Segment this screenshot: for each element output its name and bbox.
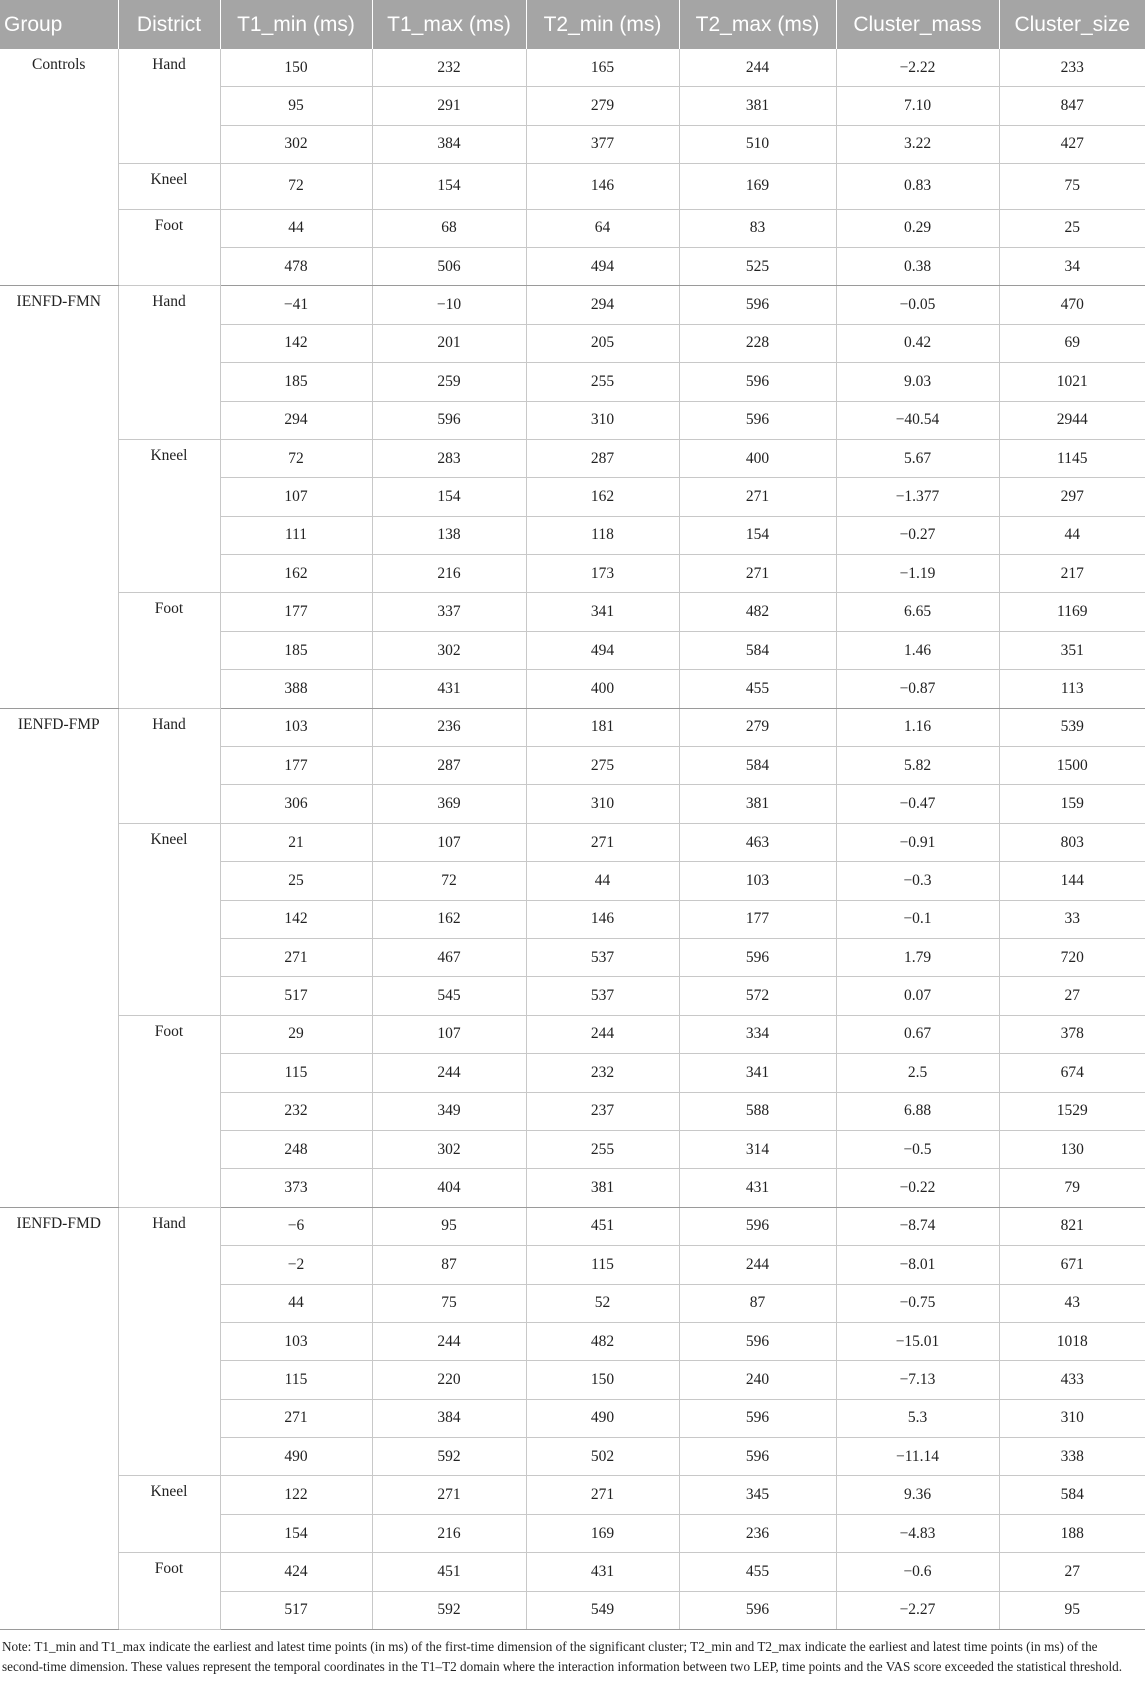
t1-min-cell: 177 <box>220 747 372 785</box>
t2-max-cell: 271 <box>679 555 836 593</box>
t2-max-cell: 596 <box>679 286 836 324</box>
t1-min-cell: −2 <box>220 1246 372 1284</box>
cluster-mass-cell: 9.36 <box>836 1476 999 1514</box>
cluster-mass-cell: 0.83 <box>836 164 999 209</box>
t2-max-cell: 341 <box>679 1054 836 1092</box>
cluster-mass-cell: 0.07 <box>836 977 999 1015</box>
header-cluster-mass: Cluster_mass <box>836 0 999 49</box>
cluster-mass-cell: −7.13 <box>836 1361 999 1399</box>
t2-min-cell: 271 <box>526 823 679 861</box>
cluster-size-cell: 378 <box>999 1015 1145 1053</box>
t2-min-cell: 237 <box>526 1092 679 1130</box>
t2-max-cell: 314 <box>679 1130 836 1168</box>
cluster-size-cell: 1018 <box>999 1322 1145 1360</box>
t2-min-cell: 169 <box>526 1514 679 1552</box>
cluster-mass-cell: −4.83 <box>836 1514 999 1552</box>
group-cell: IENFD-FMP <box>0 708 118 1207</box>
t2-min-cell: 341 <box>526 593 679 631</box>
t2-max-cell: 584 <box>679 747 836 785</box>
t1-min-cell: 388 <box>220 670 372 708</box>
header-t1-min: T1_min (ms) <box>220 0 372 49</box>
t2-max-cell: 596 <box>679 1207 836 1245</box>
table-row <box>0 164 1145 209</box>
t2-min-cell: 52 <box>526 1284 679 1322</box>
cluster-size-cell: 188 <box>999 1514 1145 1552</box>
district-cell: Kneel <box>118 1476 220 1553</box>
t2-max-cell: 596 <box>679 1591 836 1629</box>
cluster-size-cell: 217 <box>999 555 1145 593</box>
cluster-size-cell: 159 <box>999 785 1145 823</box>
t2-min-cell: 173 <box>526 555 679 593</box>
district-cell: Foot <box>118 209 220 286</box>
t1-max-cell: 302 <box>372 1130 526 1168</box>
t1-min-cell: 232 <box>220 1092 372 1130</box>
t1-max-cell: 451 <box>372 1553 526 1591</box>
t1-min-cell: 150 <box>220 49 372 87</box>
t2-max-cell: 381 <box>679 785 836 823</box>
t1-min-cell: 248 <box>220 1130 372 1168</box>
t2-max-cell: 596 <box>679 1438 836 1476</box>
cluster-mass-cell: 7.10 <box>836 87 999 125</box>
t1-max-cell: 404 <box>372 1169 526 1207</box>
group-cell: Controls <box>0 49 118 286</box>
t1-min-cell: 271 <box>220 1399 372 1437</box>
t1-max-cell: 271 <box>372 1476 526 1514</box>
t2-min-cell: 244 <box>526 1015 679 1053</box>
t1-min-cell: 517 <box>220 1591 372 1629</box>
cluster-mass-cell: −0.3 <box>836 862 999 900</box>
t2-min-cell: 451 <box>526 1207 679 1245</box>
t2-min-cell: 165 <box>526 49 679 87</box>
cluster-size-cell: 79 <box>999 1169 1145 1207</box>
cluster-size-cell: 1529 <box>999 1092 1145 1130</box>
t1-min-cell: 29 <box>220 1015 372 1053</box>
t1-max-cell: 216 <box>372 1514 526 1552</box>
t2-min-cell: 64 <box>526 209 679 247</box>
cluster-mass-cell: 1.16 <box>836 708 999 746</box>
t1-min-cell: 103 <box>220 708 372 746</box>
t1-min-cell: 294 <box>220 401 372 439</box>
cluster-mass-cell: 0.29 <box>836 209 999 247</box>
table-row <box>0 1015 1145 1053</box>
cluster-mass-cell: −2.27 <box>836 1591 999 1629</box>
t2-max-cell: 381 <box>679 87 836 125</box>
t1-max-cell: 201 <box>372 324 526 362</box>
t1-min-cell: −41 <box>220 286 372 324</box>
t2-max-cell: 596 <box>679 401 836 439</box>
t1-min-cell: 142 <box>220 324 372 362</box>
t2-max-cell: 455 <box>679 670 836 708</box>
t2-min-cell: 537 <box>526 938 679 976</box>
t1-max-cell: 107 <box>372 1015 526 1053</box>
t1-max-cell: 592 <box>372 1438 526 1476</box>
t1-max-cell: 337 <box>372 593 526 631</box>
t1-min-cell: 44 <box>220 209 372 247</box>
t1-min-cell: 95 <box>220 87 372 125</box>
t2-min-cell: 490 <box>526 1399 679 1437</box>
cluster-size-cell: 43 <box>999 1284 1145 1322</box>
district-cell: Hand <box>118 286 220 440</box>
t1-max-cell: 162 <box>372 900 526 938</box>
t2-max-cell: 345 <box>679 1476 836 1514</box>
t1-max-cell: 154 <box>372 164 526 209</box>
cluster-mass-cell: −8.74 <box>836 1207 999 1245</box>
cluster-size-cell: 470 <box>999 286 1145 324</box>
cluster-size-cell: 310 <box>999 1399 1145 1437</box>
t1-min-cell: 373 <box>220 1169 372 1207</box>
t2-min-cell: 232 <box>526 1054 679 1092</box>
t2-min-cell: 482 <box>526 1322 679 1360</box>
t2-max-cell: 240 <box>679 1361 836 1399</box>
t1-min-cell: 72 <box>220 439 372 477</box>
cluster-mass-cell: −0.75 <box>836 1284 999 1322</box>
t1-max-cell: 384 <box>372 1399 526 1437</box>
district-cell: Foot <box>118 1015 220 1207</box>
t1-max-cell: 592 <box>372 1591 526 1629</box>
cluster-mass-cell: −0.47 <box>836 785 999 823</box>
t2-max-cell: 279 <box>679 708 836 746</box>
cluster-size-cell: 847 <box>999 87 1145 125</box>
t1-max-cell: 283 <box>372 439 526 477</box>
cluster-mass-cell: 6.65 <box>836 593 999 631</box>
cluster-mass-cell: 5.3 <box>836 1399 999 1437</box>
t2-min-cell: 275 <box>526 747 679 785</box>
cluster-mass-cell: −0.05 <box>836 286 999 324</box>
t1-max-cell: 236 <box>372 708 526 746</box>
cluster-size-cell: 539 <box>999 708 1145 746</box>
t1-min-cell: 162 <box>220 555 372 593</box>
district-cell: Hand <box>118 49 220 164</box>
t2-min-cell: 400 <box>526 670 679 708</box>
cluster-size-cell: 33 <box>999 900 1145 938</box>
t1-max-cell: 259 <box>372 363 526 401</box>
cluster-mass-cell: −0.6 <box>836 1553 999 1591</box>
t2-min-cell: 44 <box>526 862 679 900</box>
header-cluster-size: Cluster_size <box>999 0 1145 49</box>
table-body <box>0 49 1145 1630</box>
cluster-mass-cell: 1.79 <box>836 938 999 976</box>
t2-max-cell: 463 <box>679 823 836 861</box>
t2-min-cell: 118 <box>526 516 679 554</box>
t1-max-cell: 68 <box>372 209 526 247</box>
t2-min-cell: 310 <box>526 401 679 439</box>
cluster-mass-cell: −0.87 <box>836 670 999 708</box>
cluster-size-cell: 69 <box>999 324 1145 362</box>
t1-max-cell: 431 <box>372 670 526 708</box>
t1-max-cell: 220 <box>372 1361 526 1399</box>
cluster-mass-cell: 5.82 <box>836 747 999 785</box>
header-row <box>0 0 1145 49</box>
t1-min-cell: 103 <box>220 1322 372 1360</box>
t1-max-cell: 302 <box>372 631 526 669</box>
t1-max-cell: 369 <box>372 785 526 823</box>
t1-min-cell: 185 <box>220 363 372 401</box>
t1-max-cell: 545 <box>372 977 526 1015</box>
cluster-size-cell: 95 <box>999 1591 1145 1629</box>
cluster-size-cell: 27 <box>999 1553 1145 1591</box>
cluster-mass-cell: −15.01 <box>836 1322 999 1360</box>
t2-min-cell: 271 <box>526 1476 679 1514</box>
cluster-size-cell: 351 <box>999 631 1145 669</box>
t1-max-cell: 349 <box>372 1092 526 1130</box>
district-cell: Kneel <box>118 823 220 1015</box>
district-cell: Hand <box>118 1207 220 1476</box>
t1-max-cell: 107 <box>372 823 526 861</box>
t1-min-cell: 177 <box>220 593 372 631</box>
t2-min-cell: 431 <box>526 1553 679 1591</box>
t2-min-cell: 310 <box>526 785 679 823</box>
cluster-size-cell: 584 <box>999 1476 1145 1514</box>
t1-max-cell: 244 <box>372 1322 526 1360</box>
table-note: Note: T1_min and T1_max indicate the earliest and latest time points (in ms) of the first-time dimension of the significant cluster; T2_min and T2_max indicate the earliest and latest time points (in ms) of the second-time dimension. These values represent the temporal coordinates in the T1–T2 domain where the interaction information between two LEP, time points and the VAS score exceeded the statistical threshold. <box>2 1639 1123 1675</box>
table-header <box>0 0 1145 49</box>
t2-max-cell: 596 <box>679 363 836 401</box>
cluster-mass-cell: 9.03 <box>836 363 999 401</box>
cluster-size-cell: 1169 <box>999 593 1145 631</box>
cluster-size-cell: 1500 <box>999 747 1145 785</box>
t1-max-cell: 154 <box>372 478 526 516</box>
t2-max-cell: 236 <box>679 1514 836 1552</box>
t2-min-cell: 255 <box>526 1130 679 1168</box>
t2-min-cell: 287 <box>526 439 679 477</box>
t2-min-cell: 205 <box>526 324 679 362</box>
t2-max-cell: 510 <box>679 125 836 163</box>
t2-min-cell: 294 <box>526 286 679 324</box>
cluster-mass-cell: 0.38 <box>836 247 999 285</box>
table-row <box>0 49 1145 87</box>
t1-min-cell: −6 <box>220 1207 372 1245</box>
t1-min-cell: 517 <box>220 977 372 1015</box>
t2-max-cell: 400 <box>679 439 836 477</box>
t2-max-cell: 154 <box>679 516 836 554</box>
cluster-size-cell: 34 <box>999 247 1145 285</box>
t1-min-cell: 306 <box>220 785 372 823</box>
t1-max-cell: 232 <box>372 49 526 87</box>
t2-max-cell: 83 <box>679 209 836 247</box>
t1-min-cell: 115 <box>220 1361 372 1399</box>
cluster-mass-cell: 5.67 <box>836 439 999 477</box>
cluster-mass-cell: −11.14 <box>836 1438 999 1476</box>
t2-min-cell: 162 <box>526 478 679 516</box>
cluster-mass-cell: −1.19 <box>836 555 999 593</box>
cluster-mass-cell: −0.1 <box>836 900 999 938</box>
district-cell: Foot <box>118 593 220 708</box>
cluster-mass-cell: −2.22 <box>836 49 999 87</box>
t1-min-cell: 72 <box>220 164 372 209</box>
cluster-size-cell: 75 <box>999 164 1145 209</box>
table-row <box>0 1207 1145 1245</box>
cluster-mass-cell: 2.5 <box>836 1054 999 1092</box>
t1-max-cell: 244 <box>372 1054 526 1092</box>
t1-min-cell: 490 <box>220 1438 372 1476</box>
table-row <box>0 286 1145 324</box>
t2-min-cell: 279 <box>526 87 679 125</box>
cluster-size-cell: 44 <box>999 516 1145 554</box>
t1-min-cell: 302 <box>220 125 372 163</box>
t2-max-cell: 271 <box>679 478 836 516</box>
t2-min-cell: 381 <box>526 1169 679 1207</box>
cluster-size-cell: 433 <box>999 1361 1145 1399</box>
t1-min-cell: 111 <box>220 516 372 554</box>
t1-min-cell: 478 <box>220 247 372 285</box>
cluster-size-cell: 338 <box>999 1438 1145 1476</box>
t1-max-cell: 75 <box>372 1284 526 1322</box>
t1-max-cell: 596 <box>372 401 526 439</box>
cluster-size-cell: 1021 <box>999 363 1145 401</box>
t1-max-cell: 291 <box>372 87 526 125</box>
t2-min-cell: 146 <box>526 164 679 209</box>
t2-max-cell: 588 <box>679 1092 836 1130</box>
t2-max-cell: 103 <box>679 862 836 900</box>
t2-max-cell: 169 <box>679 164 836 209</box>
cluster-size-cell: 671 <box>999 1246 1145 1284</box>
district-cell: Kneel <box>118 439 220 593</box>
t2-max-cell: 596 <box>679 938 836 976</box>
t1-min-cell: 142 <box>220 900 372 938</box>
t2-max-cell: 482 <box>679 593 836 631</box>
t1-min-cell: 424 <box>220 1553 372 1591</box>
t1-min-cell: 107 <box>220 478 372 516</box>
t1-min-cell: 25 <box>220 862 372 900</box>
t2-min-cell: 537 <box>526 977 679 1015</box>
t2-max-cell: 228 <box>679 324 836 362</box>
t2-max-cell: 431 <box>679 1169 836 1207</box>
t1-max-cell: 384 <box>372 125 526 163</box>
district-cell: Kneel <box>118 164 220 209</box>
cluster-mass-cell: −0.91 <box>836 823 999 861</box>
cluster-size-cell: 144 <box>999 862 1145 900</box>
t2-min-cell: 502 <box>526 1438 679 1476</box>
cluster-mass-cell: −40.54 <box>836 401 999 439</box>
t2-min-cell: 494 <box>526 247 679 285</box>
table-row <box>0 1476 1145 1514</box>
cluster-size-cell: 297 <box>999 478 1145 516</box>
t2-max-cell: 596 <box>679 1322 836 1360</box>
cluster-mass-cell: 3.22 <box>836 125 999 163</box>
cluster-size-cell: 25 <box>999 209 1145 247</box>
header-group: Group <box>0 0 118 49</box>
t2-min-cell: 255 <box>526 363 679 401</box>
t2-max-cell: 455 <box>679 1553 836 1591</box>
table-row <box>0 209 1145 247</box>
cluster-size-cell: 803 <box>999 823 1145 861</box>
t1-min-cell: 271 <box>220 938 372 976</box>
cluster-size-cell: 821 <box>999 1207 1145 1245</box>
header-district: District <box>118 0 220 49</box>
t1-max-cell: 506 <box>372 247 526 285</box>
t2-max-cell: 596 <box>679 1399 836 1437</box>
t1-min-cell: 115 <box>220 1054 372 1092</box>
cluster-size-cell: 720 <box>999 938 1145 976</box>
cluster-mass-cell: −1.377 <box>836 478 999 516</box>
header-t1-max: T1_max (ms) <box>372 0 526 49</box>
t2-min-cell: 377 <box>526 125 679 163</box>
cluster-mass-cell: 1.46 <box>836 631 999 669</box>
cluster-size-cell: 1145 <box>999 439 1145 477</box>
t1-min-cell: 185 <box>220 631 372 669</box>
cluster-mass-cell: −0.27 <box>836 516 999 554</box>
cluster-mass-cell: 0.67 <box>836 1015 999 1053</box>
cluster-size-cell: 2944 <box>999 401 1145 439</box>
t2-min-cell: 150 <box>526 1361 679 1399</box>
cluster-mass-cell: 0.42 <box>836 324 999 362</box>
district-cell: Foot <box>118 1553 220 1630</box>
cluster-size-cell: 427 <box>999 125 1145 163</box>
group-cell: IENFD-FMN <box>0 286 118 708</box>
cluster-size-cell: 674 <box>999 1054 1145 1092</box>
t2-min-cell: 115 <box>526 1246 679 1284</box>
t2-min-cell: 549 <box>526 1591 679 1629</box>
t1-max-cell: 72 <box>372 862 526 900</box>
group-cell: IENFD-FMD <box>0 1207 118 1629</box>
t1-min-cell: 154 <box>220 1514 372 1552</box>
table-row <box>0 823 1145 861</box>
table-row <box>0 1553 1145 1591</box>
t2-max-cell: 87 <box>679 1284 836 1322</box>
t2-min-cell: 146 <box>526 900 679 938</box>
table-row <box>0 439 1145 477</box>
district-cell: Hand <box>118 708 220 823</box>
t2-max-cell: 244 <box>679 49 836 87</box>
t1-min-cell: 21 <box>220 823 372 861</box>
t1-max-cell: 287 <box>372 747 526 785</box>
table-row <box>0 593 1145 631</box>
cluster-size-cell: 233 <box>999 49 1145 87</box>
t1-min-cell: 44 <box>220 1284 372 1322</box>
t1-max-cell: 138 <box>372 516 526 554</box>
t1-max-cell: 95 <box>372 1207 526 1245</box>
t1-max-cell: −10 <box>372 286 526 324</box>
cluster-mass-cell: 6.88 <box>836 1092 999 1130</box>
t1-max-cell: 467 <box>372 938 526 976</box>
cluster-mass-cell: −0.22 <box>836 1169 999 1207</box>
table-row <box>0 708 1145 746</box>
t2-max-cell: 334 <box>679 1015 836 1053</box>
header-t2-max: T2_max (ms) <box>679 0 836 49</box>
t2-max-cell: 584 <box>679 631 836 669</box>
t1-max-cell: 216 <box>372 555 526 593</box>
cluster-size-cell: 27 <box>999 977 1145 1015</box>
cluster-mass-cell: −8.01 <box>836 1246 999 1284</box>
t2-max-cell: 572 <box>679 977 836 1015</box>
cluster-mass-cell: −0.5 <box>836 1130 999 1168</box>
t2-max-cell: 244 <box>679 1246 836 1284</box>
header-t2-min: T2_min (ms) <box>526 0 679 49</box>
cluster-size-cell: 130 <box>999 1130 1145 1168</box>
t2-min-cell: 181 <box>526 708 679 746</box>
cluster-size-cell: 113 <box>999 670 1145 708</box>
t1-max-cell: 87 <box>372 1246 526 1284</box>
t2-max-cell: 177 <box>679 900 836 938</box>
t1-min-cell: 122 <box>220 1476 372 1514</box>
t2-min-cell: 494 <box>526 631 679 669</box>
t2-max-cell: 525 <box>679 247 836 285</box>
